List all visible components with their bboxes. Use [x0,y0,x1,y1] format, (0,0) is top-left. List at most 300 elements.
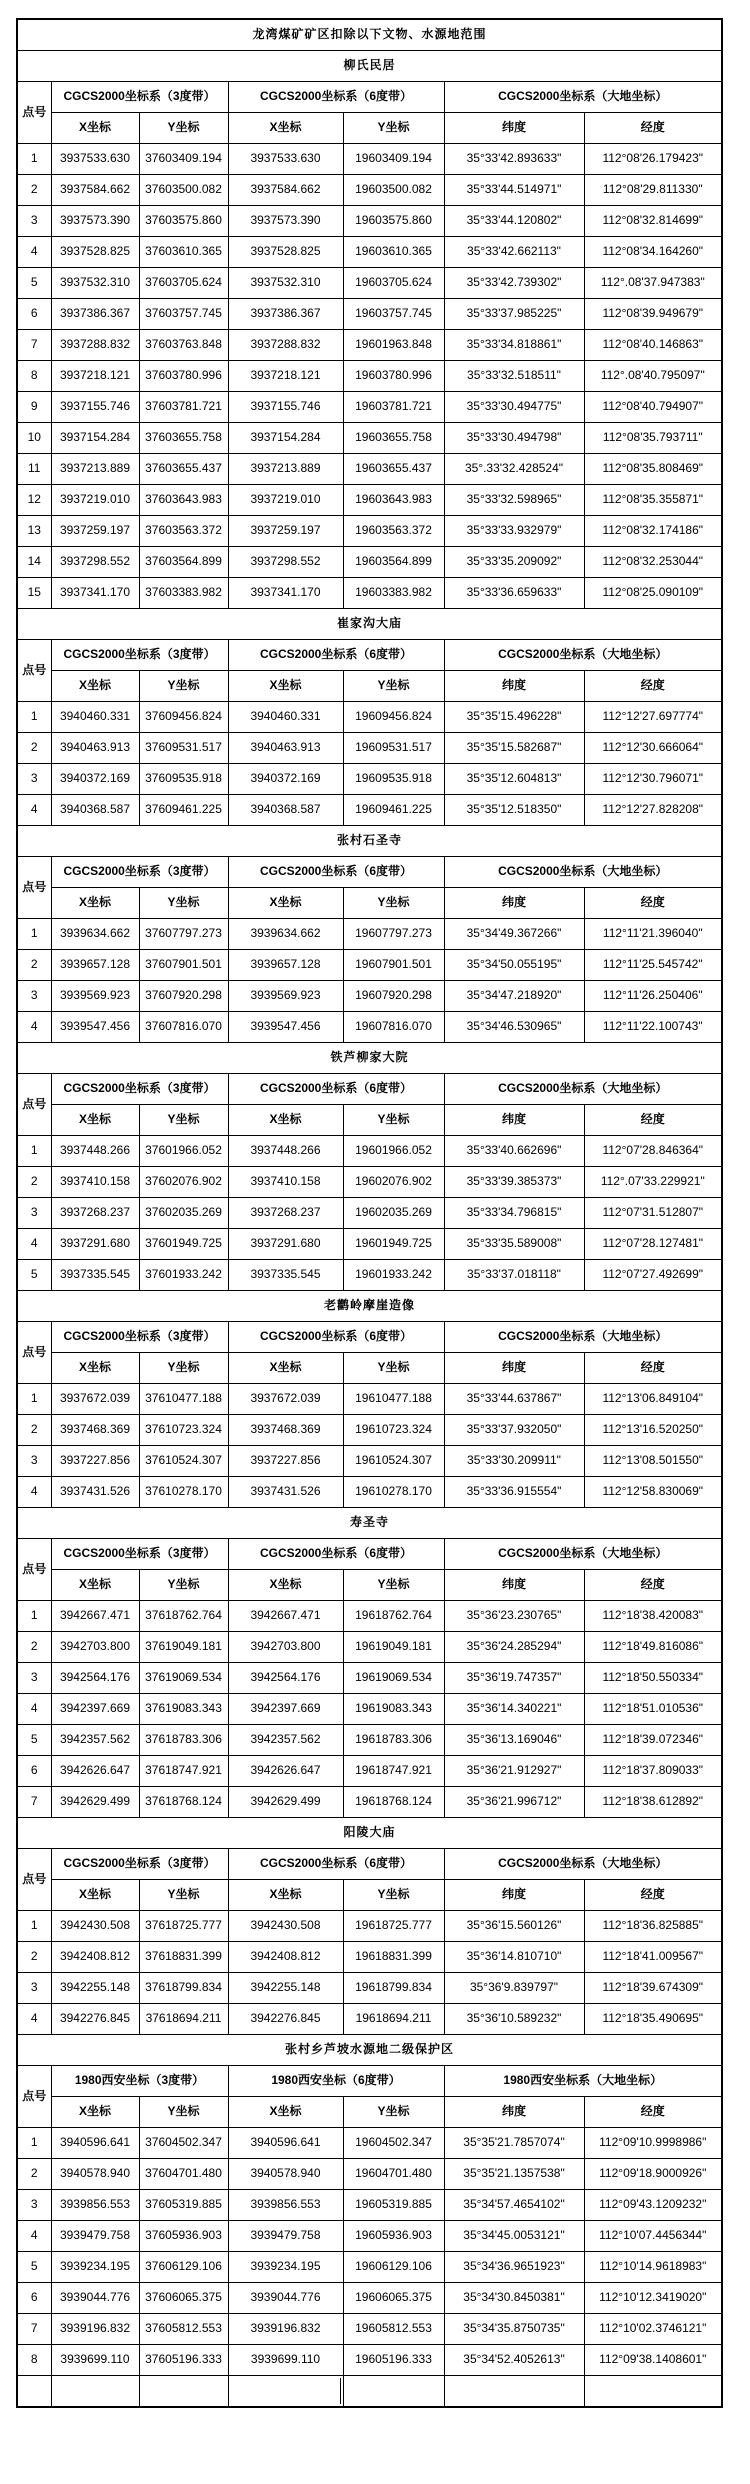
section-title: 张村石圣寺 [17,826,722,857]
x3-coord-cell: 3940368.587 [51,795,139,826]
y6-coord-cell: 19618762.764 [343,1601,444,1632]
x6-coord-cell: 3937386.367 [228,299,343,330]
x6-coord-cell: 3940578.940 [228,2159,343,2190]
x6-coord-cell: 3939234.195 [228,2252,343,2283]
point-number-cell: 6 [17,1756,51,1787]
y-coord-header: Y坐标 [139,2097,228,2128]
y3-coord-cell: 37618762.764 [139,1601,228,1632]
x6-coord-cell: 3937268.237 [228,1198,343,1229]
x6-coord-cell: 3937410.158 [228,1167,343,1198]
x6-coord-cell: 3939196.832 [228,2314,343,2345]
x3-coord-cell: 3937227.856 [51,1446,139,1477]
point-number-cell: 4 [17,795,51,826]
section-title: 张村乡芦坡水源地二级保护区 [17,2035,722,2066]
longitude-cell: 112°08'40.794907" [584,392,722,423]
x3-coord-cell: 3940596.641 [51,2128,139,2159]
latitude-cell: 35°33'40.662696" [444,1136,584,1167]
longitude-cell: 112°12'27.828208" [584,795,722,826]
point-number-cell: 2 [17,950,51,981]
longitude-cell: 112°08'35.808469" [584,454,722,485]
section-title: 寿圣寺 [17,1508,722,1539]
y-coord-header: Y坐标 [343,888,444,919]
y3-coord-cell: 37603781.721 [139,392,228,423]
longitude-cell: 112°09'10.9998986" [584,2128,722,2159]
latitude-cell: 35°36'10.589232" [444,2004,584,2035]
latitude-cell: 35°35'12.518350" [444,795,584,826]
point-number-cell: 5 [17,268,51,299]
latitude-cell: 35°33'36.659633" [444,578,584,609]
latitude-cell: 35°33'36.915554" [444,1477,584,1508]
group-header-geodetic: CGCS2000坐标系（大地坐标） [444,82,722,113]
x6-coord-cell: 3942430.508 [228,1911,343,1942]
group-header-geodetic: 1980西安坐标系（大地坐标） [444,2066,722,2097]
point-number-header: 点号 [17,2066,51,2128]
y3-coord-cell: 37607797.273 [139,919,228,950]
x3-coord-cell: 3937298.552 [51,547,139,578]
y6-coord-cell: 19603705.624 [343,268,444,299]
document-page [0,18,750,2484]
y3-coord-cell: 37603383.982 [139,578,228,609]
y6-coord-cell: 19601949.725 [343,1229,444,1260]
y6-coord-cell: 19610723.324 [343,1415,444,1446]
x3-coord-cell: 3942626.647 [51,1756,139,1787]
y3-coord-cell: 37605812.553 [139,2314,228,2345]
x6-coord-cell: 3942408.812 [228,1942,343,1973]
longitude-header: 经度 [584,113,722,144]
latitude-cell: 35°34'52.4052613" [444,2345,584,2376]
group-header-6band: CGCS2000坐标系（6度带） [228,1849,444,1880]
longitude-header: 经度 [584,2097,722,2128]
point-number-cell: 3 [17,764,51,795]
x6-coord-cell: 3937213.889 [228,454,343,485]
group-header-3band: 1980西安坐标（3度带） [51,2066,228,2097]
group-header-geodetic: CGCS2000坐标系（大地坐标） [444,1539,722,1570]
point-number-cell: 3 [17,1663,51,1694]
x3-coord-cell: 3937410.158 [51,1167,139,1198]
longitude-cell: 112°07'28.846364" [584,1136,722,1167]
longitude-cell: 112°13'08.501550" [584,1446,722,1477]
y6-coord-cell: 19605319.885 [343,2190,444,2221]
y3-coord-cell: 37619083.343 [139,1694,228,1725]
longitude-cell: 112°12'30.666064" [584,733,722,764]
x3-coord-cell: 3942357.562 [51,1725,139,1756]
x3-coord-cell: 3937155.746 [51,392,139,423]
x6-coord-cell: 3937291.680 [228,1229,343,1260]
x6-coord-cell: 3942276.845 [228,2004,343,2035]
latitude-cell: 35°36'24.285294" [444,1632,584,1663]
longitude-header: 经度 [584,671,722,702]
point-number-cell: 4 [17,237,51,268]
latitude-cell: 35°33'44.637867" [444,1384,584,1415]
x6-coord-cell: 3942626.647 [228,1756,343,1787]
x3-coord-cell: 3937213.889 [51,454,139,485]
x6-coord-cell: 3937288.832 [228,330,343,361]
latitude-cell: 35°33'32.598965" [444,485,584,516]
x3-coord-cell: 3942408.812 [51,1942,139,1973]
y3-coord-cell: 37609531.517 [139,733,228,764]
y6-coord-cell: 19603409.194 [343,144,444,175]
y6-coord-cell: 19618694.211 [343,2004,444,2035]
x6-coord-cell: 3937218.121 [228,361,343,392]
x3-coord-cell: 3939044.776 [51,2283,139,2314]
x6-coord-cell: 3939044.776 [228,2283,343,2314]
group-header-3band: CGCS2000坐标系（3度带） [51,640,228,671]
x3-coord-cell: 3939569.923 [51,981,139,1012]
latitude-cell: 35°33'39.385373" [444,1167,584,1198]
point-number-cell: 3 [17,981,51,1012]
point-number-cell: 7 [17,330,51,361]
latitude-cell: 35°35'12.604813" [444,764,584,795]
point-number-cell: 1 [17,1136,51,1167]
longitude-cell: 112°08'25.090109" [584,578,722,609]
y-coord-header: Y坐标 [343,2097,444,2128]
point-number-cell: 11 [17,454,51,485]
group-header-6band: CGCS2000坐标系（6度带） [228,857,444,888]
longitude-cell: 112°18'41.009567" [584,1942,722,1973]
latitude-cell: 35°34'49.367266" [444,919,584,950]
x6-coord-cell: 3937533.630 [228,144,343,175]
x3-coord-cell: 3937335.545 [51,1260,139,1291]
x6-coord-cell: 3937528.825 [228,237,343,268]
x3-coord-cell: 3942629.499 [51,1787,139,1818]
x6-coord-cell: 3939547.456 [228,1012,343,1043]
longitude-cell: 112°11'22.100743" [584,1012,722,1043]
x3-coord-cell: 3942667.471 [51,1601,139,1632]
y6-coord-cell: 19603563.372 [343,516,444,547]
latitude-cell: 35°34'45.0053121" [444,2221,584,2252]
x6-coord-cell: 3939569.923 [228,981,343,1012]
y3-coord-cell: 37601966.052 [139,1136,228,1167]
x6-coord-cell: 3942255.148 [228,1973,343,2004]
y3-coord-cell: 37619049.181 [139,1632,228,1663]
y-coord-header: Y坐标 [139,1570,228,1601]
y6-coord-cell: 19607816.070 [343,1012,444,1043]
y-coord-header: Y坐标 [139,671,228,702]
y3-coord-cell: 37603705.624 [139,268,228,299]
latitude-cell: 35°33'42.662113" [444,237,584,268]
x6-coord-cell: 3937584.662 [228,175,343,206]
y3-coord-cell: 37605936.903 [139,2221,228,2252]
point-number-header: 点号 [17,857,51,919]
coordinates-table [16,18,723,2408]
y-coord-header: Y坐标 [139,888,228,919]
x6-coord-cell: 3942564.176 [228,1663,343,1694]
x6-coord-cell: 3937154.284 [228,423,343,454]
longitude-cell: 112°10'07.4456344" [584,2221,722,2252]
x3-coord-cell: 3942255.148 [51,1973,139,2004]
x6-coord-cell: 3937227.856 [228,1446,343,1477]
x3-coord-cell: 3942276.845 [51,2004,139,2035]
document-title: 龙湾煤矿矿区扣除以下文物、水源地范围 [17,19,722,51]
latitude-cell: 35°33'44.120802" [444,206,584,237]
x3-coord-cell: 3937528.825 [51,237,139,268]
longitude-cell: 112°12'58.830069" [584,1477,722,1508]
x-coord-header: X坐标 [228,888,343,919]
latitude-cell: 35°33'34.796815" [444,1198,584,1229]
latitude-cell: 35°35'21.7857074" [444,2128,584,2159]
group-header-6band: CGCS2000坐标系（6度带） [228,82,444,113]
longitude-cell: 112°08'26.179423" [584,144,722,175]
longitude-cell: 112°11'21.396040" [584,919,722,950]
longitude-cell: 112°07'28.127481" [584,1229,722,1260]
point-number-cell: 2 [17,733,51,764]
point-number-cell: 5 [17,2252,51,2283]
point-number-header: 点号 [17,1074,51,1136]
x3-coord-cell: 3937431.526 [51,1477,139,1508]
x3-coord-cell: 3937259.197 [51,516,139,547]
y6-coord-cell: 19607920.298 [343,981,444,1012]
longitude-cell: 112°18'38.420083" [584,1601,722,1632]
point-number-cell: 1 [17,919,51,950]
y3-coord-cell: 37603655.437 [139,454,228,485]
longitude-header: 经度 [584,1570,722,1601]
y6-coord-cell: 19601966.052 [343,1136,444,1167]
latitude-cell: 35°34'57.4654102" [444,2190,584,2221]
point-number-cell: 6 [17,2283,51,2314]
section-title: 老鹳岭摩崖造像 [17,1291,722,1322]
x-coord-header: X坐标 [51,671,139,702]
y6-coord-cell: 19619049.181 [343,1632,444,1663]
latitude-cell: 35°33'30.209911" [444,1446,584,1477]
longitude-cell [584,2376,722,2408]
point-number-header: 点号 [17,1322,51,1384]
point-number-cell: 3 [17,2190,51,2221]
y-coord-header: Y坐标 [139,1880,228,1911]
y6-coord-cell: 19618783.306 [343,1725,444,1756]
latitude-cell: 35°36'14.340221" [444,1694,584,1725]
point-number-cell: 2 [17,1415,51,1446]
longitude-cell: 112°11'26.250406" [584,981,722,1012]
latitude-cell: 35°33'32.518511" [444,361,584,392]
x6-coord-cell: 3940368.587 [228,795,343,826]
latitude-cell: 35°36'19.747357" [444,1663,584,1694]
x3-coord-cell: 3937672.039 [51,1384,139,1415]
group-header-geodetic: CGCS2000坐标系（大地坐标） [444,640,722,671]
point-number-header: 点号 [17,82,51,144]
y6-coord-cell: 19603500.082 [343,175,444,206]
point-number-cell: 1 [17,1601,51,1632]
y-coord-header: Y坐标 [139,1105,228,1136]
latitude-cell: 35°36'9.839797" [444,1973,584,2004]
y3-coord-cell: 37603643.983 [139,485,228,516]
longitude-cell: 112°.07'33.229921" [584,1167,722,1198]
x3-coord-cell: 3937573.390 [51,206,139,237]
x3-coord-cell: 3939657.128 [51,950,139,981]
y6-coord-cell: 19610524.307 [343,1446,444,1477]
point-number-cell: 14 [17,547,51,578]
section-title: 阳陵大庙 [17,1818,722,1849]
longitude-header: 经度 [584,1353,722,1384]
point-number-cell: 2 [17,175,51,206]
longitude-cell: 112°12'27.697774" [584,702,722,733]
y-coord-header: Y坐标 [343,1105,444,1136]
x3-coord-cell: 3942564.176 [51,1663,139,1694]
y6-coord-cell: 19607797.273 [343,919,444,950]
group-header-3band: CGCS2000坐标系（3度带） [51,1322,228,1353]
y3-coord-cell: 37604502.347 [139,2128,228,2159]
latitude-header: 纬度 [444,888,584,919]
y6-coord-cell: 19604502.347 [343,2128,444,2159]
point-number-cell: 1 [17,2128,51,2159]
y6-coord-cell: 19605936.903 [343,2221,444,2252]
y6-coord-cell: 19603575.860 [343,206,444,237]
y3-coord-cell: 37606065.375 [139,2283,228,2314]
x6-coord-cell: 3942397.669 [228,1694,343,1725]
y3-coord-cell: 37607816.070 [139,1012,228,1043]
y3-coord-cell: 37605319.885 [139,2190,228,2221]
x6-coord-cell: 3937532.310 [228,268,343,299]
x3-coord-cell: 3937268.237 [51,1198,139,1229]
point-number-cell: 4 [17,1229,51,1260]
y3-coord-cell: 37610524.307 [139,1446,228,1477]
y6-coord-cell: 19605812.553 [343,2314,444,2345]
x6-coord-cell: 3939479.758 [228,2221,343,2252]
y6-coord-cell: 19609461.225 [343,795,444,826]
y6-coord-cell: 19603781.721 [343,392,444,423]
point-number-cell: 1 [17,1384,51,1415]
y3-coord-cell: 37607920.298 [139,981,228,1012]
x6-coord-cell: 3937448.266 [228,1136,343,1167]
latitude-header: 纬度 [444,1353,584,1384]
x6-coord-cell: 3942667.471 [228,1601,343,1632]
x6-coord-cell: 3940463.913 [228,733,343,764]
y3-coord-cell: 37603655.758 [139,423,228,454]
y3-coord-cell: 37609461.225 [139,795,228,826]
longitude-cell: 112°18'51.010536" [584,1694,722,1725]
x-coord-header: X坐标 [51,888,139,919]
y-coord-header: Y坐标 [343,1880,444,1911]
latitude-cell: 35°36'13.169046" [444,1725,584,1756]
x3-coord-cell: 3939234.195 [51,2252,139,2283]
section-title: 柳氏民居 [17,51,722,82]
latitude-cell: 35°33'30.494798" [444,423,584,454]
x3-coord-cell: 3939634.662 [51,919,139,950]
latitude-cell: 35°33'30.494775" [444,392,584,423]
group-header-geodetic: CGCS2000坐标系（大地坐标） [444,1849,722,1880]
x6-coord-cell: 3942357.562 [228,1725,343,1756]
y3-coord-cell: 37603409.194 [139,144,228,175]
x6-coord-cell: 3937298.552 [228,547,343,578]
x3-coord-cell: 3940463.913 [51,733,139,764]
y6-coord-cell: 19606065.375 [343,2283,444,2314]
section-title: 崔家沟大庙 [17,609,722,640]
x-coord-header: X坐标 [51,1105,139,1136]
point-number-cell: 3 [17,1446,51,1477]
y6-coord-cell: 19618747.921 [343,1756,444,1787]
y3-coord-cell: 37618831.399 [139,1942,228,1973]
y6-coord-cell: 19619083.343 [343,1694,444,1725]
latitude-cell: 35°33'42.739302" [444,268,584,299]
y6-coord-cell [343,2376,444,2408]
latitude-cell: 35°33'35.209092" [444,547,584,578]
point-number-cell: 7 [17,1787,51,1818]
longitude-cell: 112°13'06.849104" [584,1384,722,1415]
y3-coord-cell: 37603563.372 [139,516,228,547]
x6-coord-cell: 3937259.197 [228,516,343,547]
y6-coord-cell: 19610278.170 [343,1477,444,1508]
y3-coord-cell: 37610477.188 [139,1384,228,1415]
group-header-6band: CGCS2000坐标系（6度带） [228,1539,444,1570]
x-coord-header: X坐标 [228,113,343,144]
latitude-header: 纬度 [444,1105,584,1136]
y6-coord-cell: 19618799.834 [343,1973,444,2004]
point-number-cell: 1 [17,702,51,733]
point-number-cell: 9 [17,392,51,423]
latitude-header: 纬度 [444,1570,584,1601]
group-header-3band: CGCS2000坐标系（3度带） [51,1849,228,1880]
x3-coord-cell: 3937386.367 [51,299,139,330]
latitude-header: 纬度 [444,1880,584,1911]
x6-coord-cell: 3942703.800 [228,1632,343,1663]
latitude-cell: 35°33'33.932979" [444,516,584,547]
y3-coord-cell: 37605196.333 [139,2345,228,2376]
x6-coord-cell: 3937672.039 [228,1384,343,1415]
latitude-cell: 35°35'15.582687" [444,733,584,764]
group-header-geodetic: CGCS2000坐标系（大地坐标） [444,1322,722,1353]
x-coord-header: X坐标 [228,1880,343,1911]
longitude-cell: 112°18'36.825885" [584,1911,722,1942]
latitude-cell: 35°33'37.932050" [444,1415,584,1446]
point-number-cell: 12 [17,485,51,516]
latitude-cell: 35°36'21.996712" [444,1787,584,1818]
longitude-cell: 112°07'27.492699" [584,1260,722,1291]
x-coord-header: X坐标 [228,671,343,702]
longitude-cell: 112°18'38.612892" [584,1787,722,1818]
y3-coord-cell: 37603500.082 [139,175,228,206]
longitude-cell: 112°13'16.520250" [584,1415,722,1446]
y6-coord-cell: 19603643.983 [343,485,444,516]
x-coord-header: X坐标 [51,2097,139,2128]
point-number-cell: 1 [17,144,51,175]
x3-coord-cell: 3940578.940 [51,2159,139,2190]
text-cursor [340,2378,341,2404]
point-number-cell: 4 [17,1694,51,1725]
group-header-3band: CGCS2000坐标系（3度带） [51,1539,228,1570]
x6-coord-cell: 3940460.331 [228,702,343,733]
latitude-cell: 35°36'14.810710" [444,1942,584,1973]
x6-coord-cell: 3937335.545 [228,1260,343,1291]
longitude-cell: 112°12'30.796071" [584,764,722,795]
y3-coord-cell: 37619069.534 [139,1663,228,1694]
point-number-cell: 1 [17,1911,51,1942]
longitude-cell: 112°09'43.1209232" [584,2190,722,2221]
y3-coord-cell: 37601949.725 [139,1229,228,1260]
latitude-cell: 35°34'46.530965" [444,1012,584,1043]
y-coord-header: Y坐标 [139,1353,228,1384]
x3-coord-cell: 3937341.170 [51,578,139,609]
longitude-cell: 112°08'32.253044" [584,547,722,578]
point-number-cell: 8 [17,2345,51,2376]
x-coord-header: X坐标 [51,113,139,144]
longitude-cell: 112°18'50.550334" [584,1663,722,1694]
y3-coord-cell: 37618768.124 [139,1787,228,1818]
point-number-cell: 3 [17,1198,51,1229]
x3-coord-cell: 3939699.110 [51,2345,139,2376]
point-number-cell: 4 [17,1012,51,1043]
y6-coord-cell: 19618725.777 [343,1911,444,1942]
y6-coord-cell: 19601933.242 [343,1260,444,1291]
longitude-cell: 112°11'25.545742" [584,950,722,981]
x3-coord-cell: 3939479.758 [51,2221,139,2252]
y6-coord-cell: 19609531.517 [343,733,444,764]
x6-coord-cell: 3939657.128 [228,950,343,981]
y3-coord-cell: 37618747.921 [139,1756,228,1787]
x3-coord-cell: 3937291.680 [51,1229,139,1260]
latitude-cell: 35°33'37.018118" [444,1260,584,1291]
x-coord-header: X坐标 [228,1353,343,1384]
y6-coord-cell: 19610477.188 [343,1384,444,1415]
point-number-cell: 5 [17,1725,51,1756]
